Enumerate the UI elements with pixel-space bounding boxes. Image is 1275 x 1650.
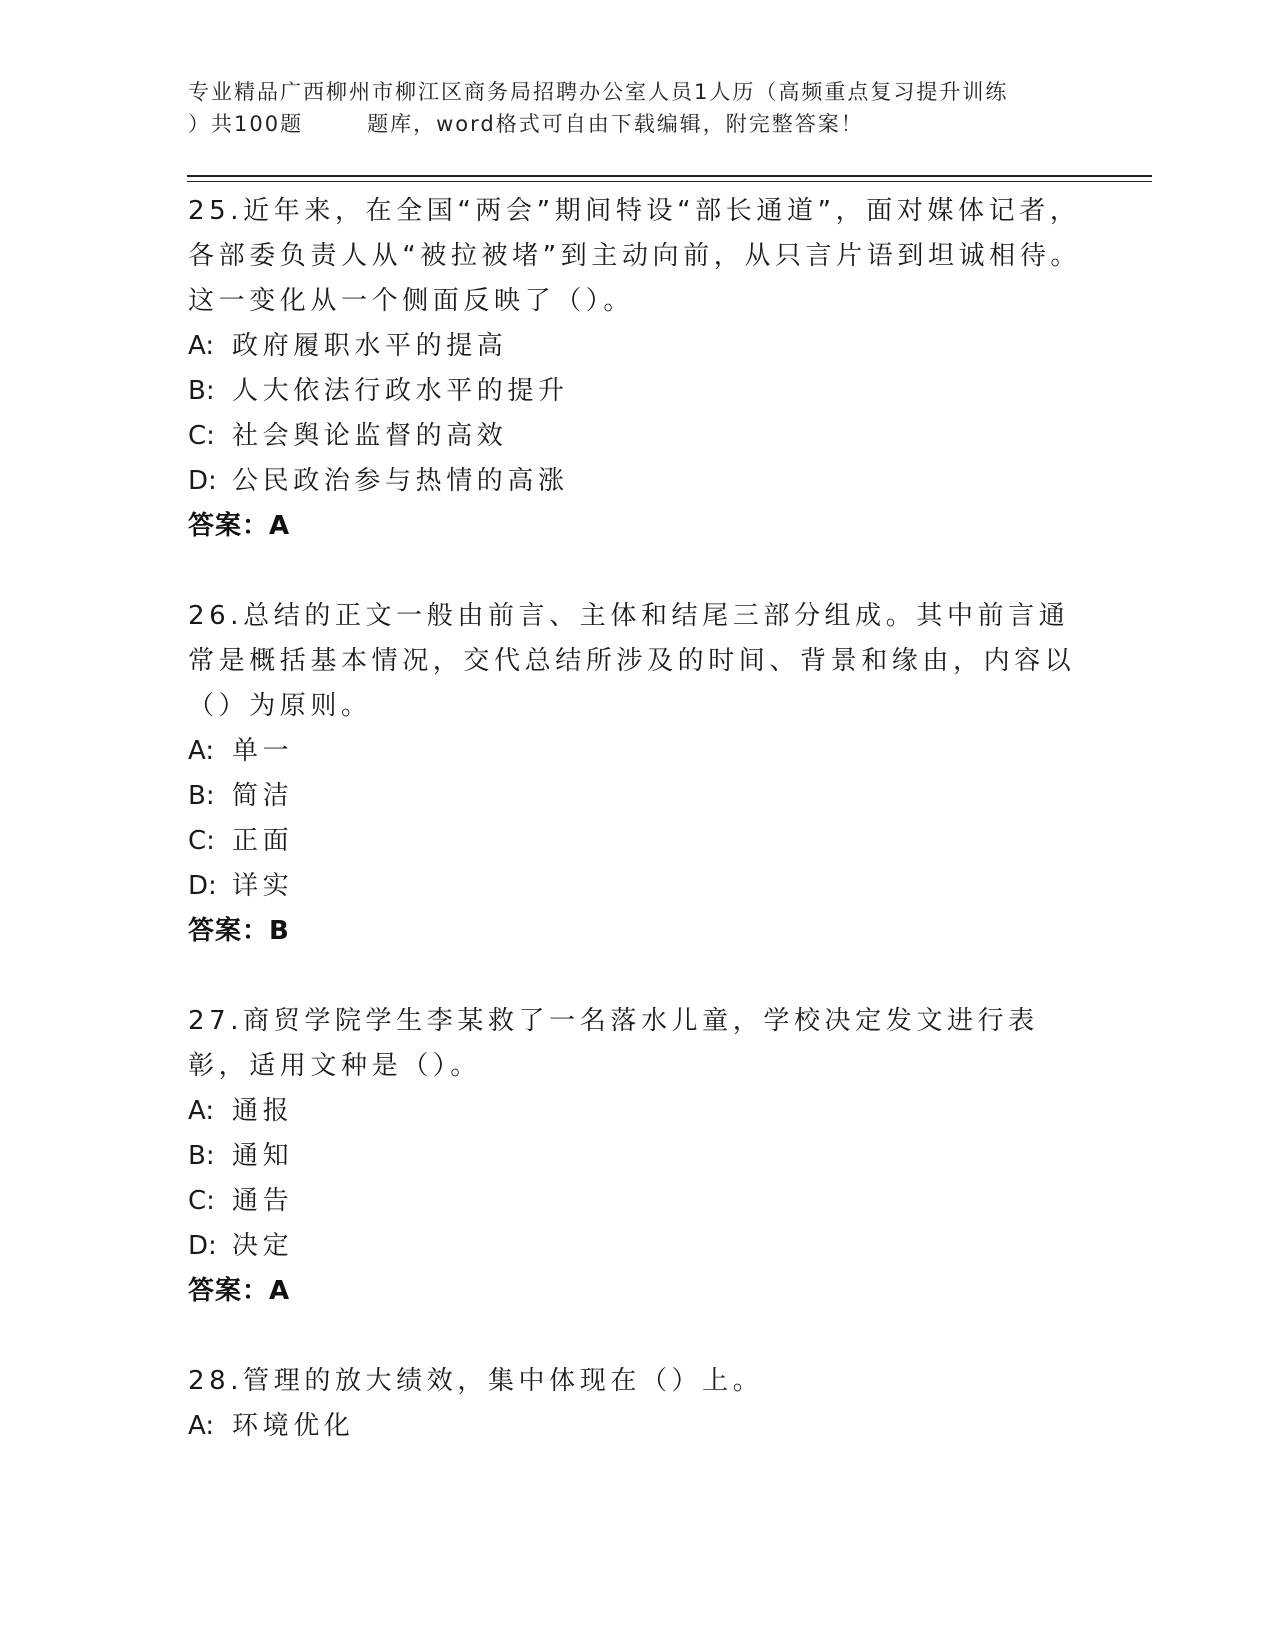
- header-title-line-2: [188, 108, 1088, 140]
- option-d: D: 决定: [188, 1231, 294, 1261]
- option-d: D: 详实: [188, 871, 294, 901]
- question-stem: 28.管理的放大绩效，集中体现在（）上。: [188, 1366, 764, 1396]
- header-title-line-1: 专业精品广西柳州市柳江区商务局招聘办公室人员1人历（高频重点复习提升训练: [188, 80, 1009, 104]
- header-title-line-2a: ）共100题: [188, 112, 304, 136]
- header-divider-thick: [187, 175, 1152, 177]
- option-b: B: 简洁: [188, 781, 294, 811]
- question-26: [188, 594, 1088, 954]
- answer-line: 答案：B: [188, 916, 290, 946]
- option-a: A: 单一: [188, 736, 294, 766]
- option-c: C: 社会舆论监督的高效: [188, 421, 508, 451]
- question-stem: 27.商贸学院学生李某救了一名落水儿童，学校决定发文进行表彰，适用文种是（）。: [188, 1006, 1039, 1081]
- question-list: [188, 189, 1088, 1449]
- question-stem: 25.近年来，在全国“两会”期间特设“部长通道”，面对媒体记者，各部委负责人从“被拉被堵”到主动向前，从只言片语到坦诚相待。这一变化从一个侧面反映了（）。: [188, 196, 1081, 316]
- option-a: A: 通报: [188, 1096, 294, 1126]
- option-c: C: 正面: [188, 826, 294, 856]
- answer-line: 答案：A: [188, 511, 291, 541]
- header-title-line-2b: 题库，word格式可自由下载编辑，附完整答案！: [367, 112, 864, 136]
- question-27: [188, 999, 1088, 1314]
- option-c: C: 通告: [188, 1186, 294, 1216]
- option-d: D: 公民政治参与热情的高涨: [188, 466, 569, 496]
- question-28: [188, 1359, 1088, 1449]
- option-a: A: 政府履职水平的提高: [188, 331, 508, 361]
- option-a: A: 环境优化: [188, 1411, 355, 1441]
- document-header: [188, 76, 1088, 140]
- header-divider-thin: [187, 181, 1152, 182]
- answer-line: 答案：A: [188, 1276, 291, 1306]
- option-b: B: 人大依法行政水平的提升: [188, 376, 569, 406]
- question-25: [188, 189, 1088, 549]
- option-b: B: 通知: [188, 1141, 294, 1171]
- question-stem: 26.总结的正文一般由前言、主体和结尾三部分组成。其中前言通常是概括基本情况，交代总结所涉及的时间、背景和缘由，内容以（）为原则。: [188, 601, 1076, 721]
